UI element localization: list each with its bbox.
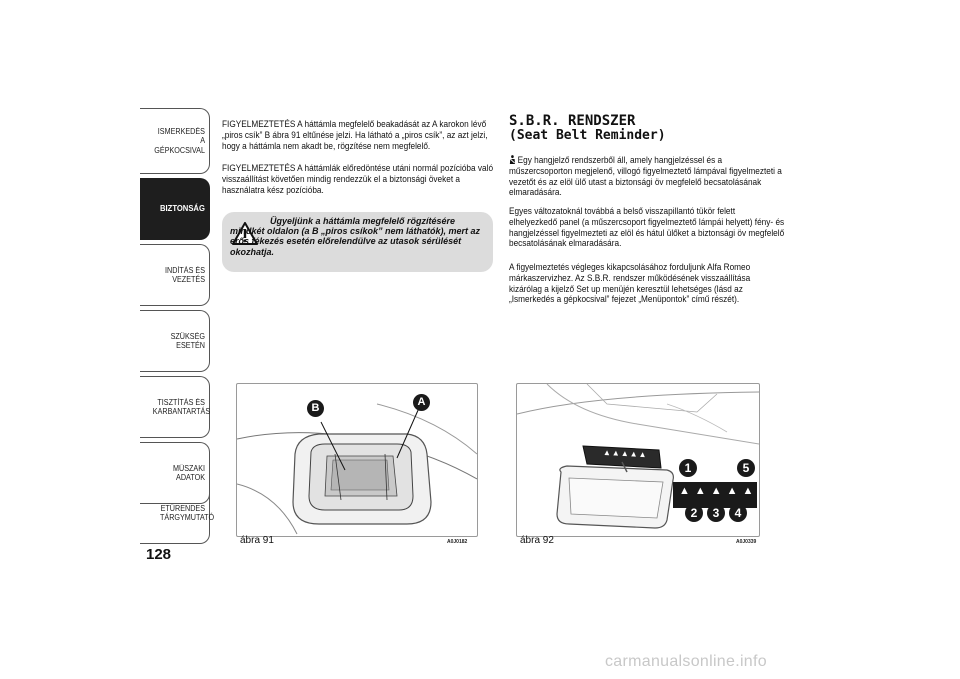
enlarged-panel-icons: ▲▲▲▲▲: [679, 485, 759, 497]
section-title: S.B.R. RENDSZER: [509, 113, 636, 129]
callout-1: 1: [679, 459, 697, 477]
figure-92-code: A0J0339: [736, 539, 757, 545]
callout-3: 3: [707, 504, 725, 522]
tab-szukseg[interactable]: [140, 310, 210, 372]
tab-label: MŰSZAKI ADATOK: [172, 463, 205, 482]
tab-label: INDÍTÁS ÉS VEZETÉS: [164, 265, 205, 284]
tab-tisztitas[interactable]: [140, 376, 210, 438]
footer-watermark: carmanualsonline.info: [605, 653, 767, 670]
callout-4: 4: [729, 504, 747, 522]
right-paragraph-1-text: Egy hangjelző rendszerből áll, amely hangjelzéssel és a műszercsoporton megjelenő, villogó figyelmeztető lámpával figyelmezteti a vezetőt és az elöl ülő utast a biztonsági öv megfelelő becsatolásának elmaradására.: [509, 155, 782, 199]
right-paragraph-2: Egyes változatoknál továbbá a belső visszapillantó tükör felett elhelyezkedő panel (a műszercsoport figyelmeztető lámpái helyett) fény- és hangjelzéssel figyelmezteti az elöl és hátul ülőket a biztonsági öv megfelelő becsatolásának elmaradására.: [509, 206, 785, 250]
tab-inditas[interactable]: [140, 244, 210, 306]
left-paragraph-2: FIGYELMEZTETÉS A háttámlák előredöntése utáni normál pozícióba való visszaállítást követően mindig rendezzük el a biztonsági öveket a használatra kész pozícióba.: [222, 163, 494, 196]
callout-a: A: [413, 394, 430, 411]
right-paragraph-3: A figyelmeztetés végleges kikapcsolásához forduljunk Alfa Romeo márkaszervizhez. Az S.B.R. rendszer működésének visszaállítása kizárólag a kijelző Set up menüjén keresztül lehetséges (lásd az „Ismerkedés a gépkocsival” fejezet „Menüpontok” című részét).: [509, 262, 751, 306]
seat-latch-illustration: [237, 384, 477, 536]
tab-ismerkedes[interactable]: [140, 108, 210, 174]
tab-label: SZÜKSÉG ESETÉN: [170, 331, 205, 350]
warning-box: [222, 212, 493, 272]
page-number: 128: [146, 546, 172, 563]
tab-label: BIZTONSÁG: [160, 203, 205, 214]
figure-91: [236, 383, 478, 537]
figure-92: [516, 383, 760, 537]
left-paragraph-1: FIGYELMEZTETÉS A háttámla megfelelő beakadását az A karokon lévő „piros csík” B ábra 91 eltűnése jelzi. Ha látható a „piros csík”, az azt jelzi, hogy a háttámla nem akadt be, rögzítése nem megfelelő.: [222, 119, 488, 152]
right-paragraph-1: [509, 155, 784, 199]
seatbelt-icon: [509, 155, 516, 164]
figure-91-caption: ábra 91: [240, 535, 274, 546]
tab-label: TISZTÍTÁS ÉS KARBANTARTÁS: [152, 397, 211, 416]
section-subtitle: (Seat Belt Reminder): [509, 128, 666, 143]
panel-seatbelt-icons: ▲▲▲▲▲: [602, 447, 648, 460]
tab-label: ISMERKEDÉS A GÉPKOCSIVAL: [154, 126, 205, 155]
callout-5: 5: [737, 459, 755, 477]
callout-2: 2: [685, 504, 703, 522]
warning-text: Ügyeljünk a háttámla megfelelő rögzítésére mindkét oldalon (a B „piros csíkok” nem láthatók), mert az erős fékezés esetén előrelendülve az utasok sérülését okozhatja.: [230, 216, 481, 257]
callout-b: B: [307, 400, 324, 417]
figure-91-code: A0J0182: [447, 539, 468, 545]
figure-92-caption: ábra 92: [520, 535, 554, 546]
tab-label: ETŰRENDES TÁRGYMUTATÓ: [160, 503, 215, 522]
tab-biztonsag[interactable]: [140, 178, 210, 240]
tab-muszaki[interactable]: [140, 442, 210, 504]
